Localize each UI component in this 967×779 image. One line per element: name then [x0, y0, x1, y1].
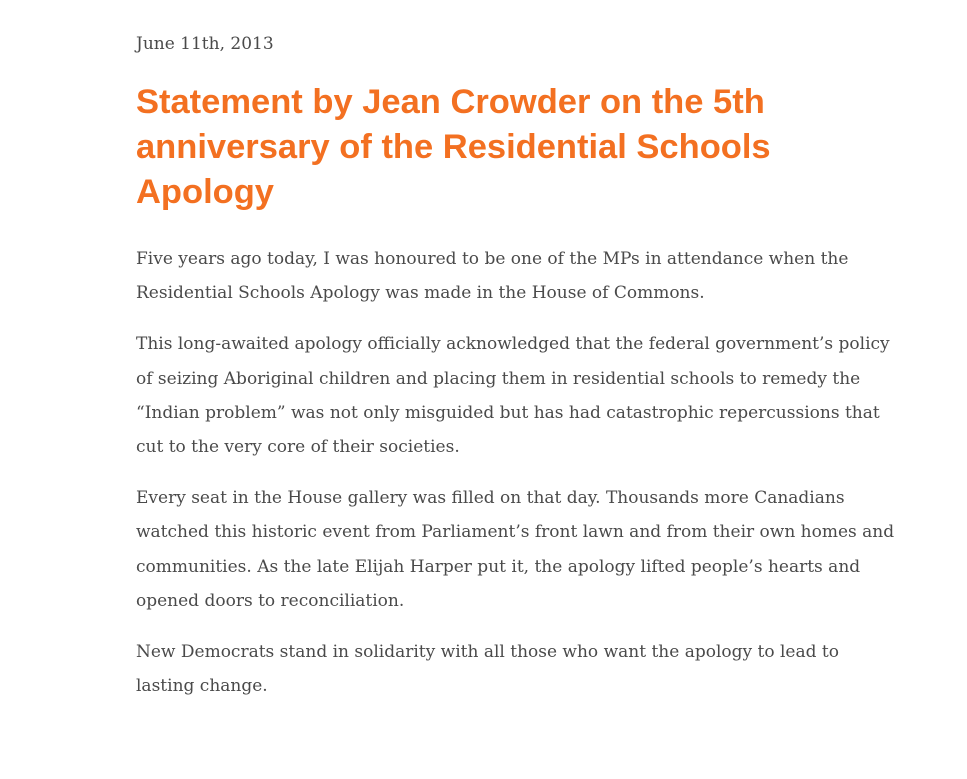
post-date: June 11th, 2013 [136, 34, 274, 54]
paragraph-3: Every seat in the House gallery was filled on that day. Thousands more Canadians watched this historic event from Parliament’s front lawn and from their own homes and communities. As the late Elijah Harper put it, the apology lifted people’s hearts and opened doors to reconciliation. [136, 488, 895, 611]
paragraph-1: Five years ago today, I was honoured to be one of the MPs in attendance when the Residential Schools Apology was made in the House of Commons. [136, 249, 849, 304]
article-body [136, 242, 896, 703]
article [136, 32, 896, 720]
paragraph-4: New Democrats stand in solidarity with all those who want the apology to lead to lasting change. [136, 642, 839, 697]
article-title: Statement by Jean Crowder on the 5th anniversary of the Residential Schools Apology [136, 83, 771, 211]
paragraph-2: This long-awaited apology officially acknowledged that the federal government’s policy of seizing Aboriginal children and placing them in residential schools to remedy the “Indian problem” was not only misguided but has had catastrophic repercussions that cut to the very core of their societies. [136, 334, 890, 458]
